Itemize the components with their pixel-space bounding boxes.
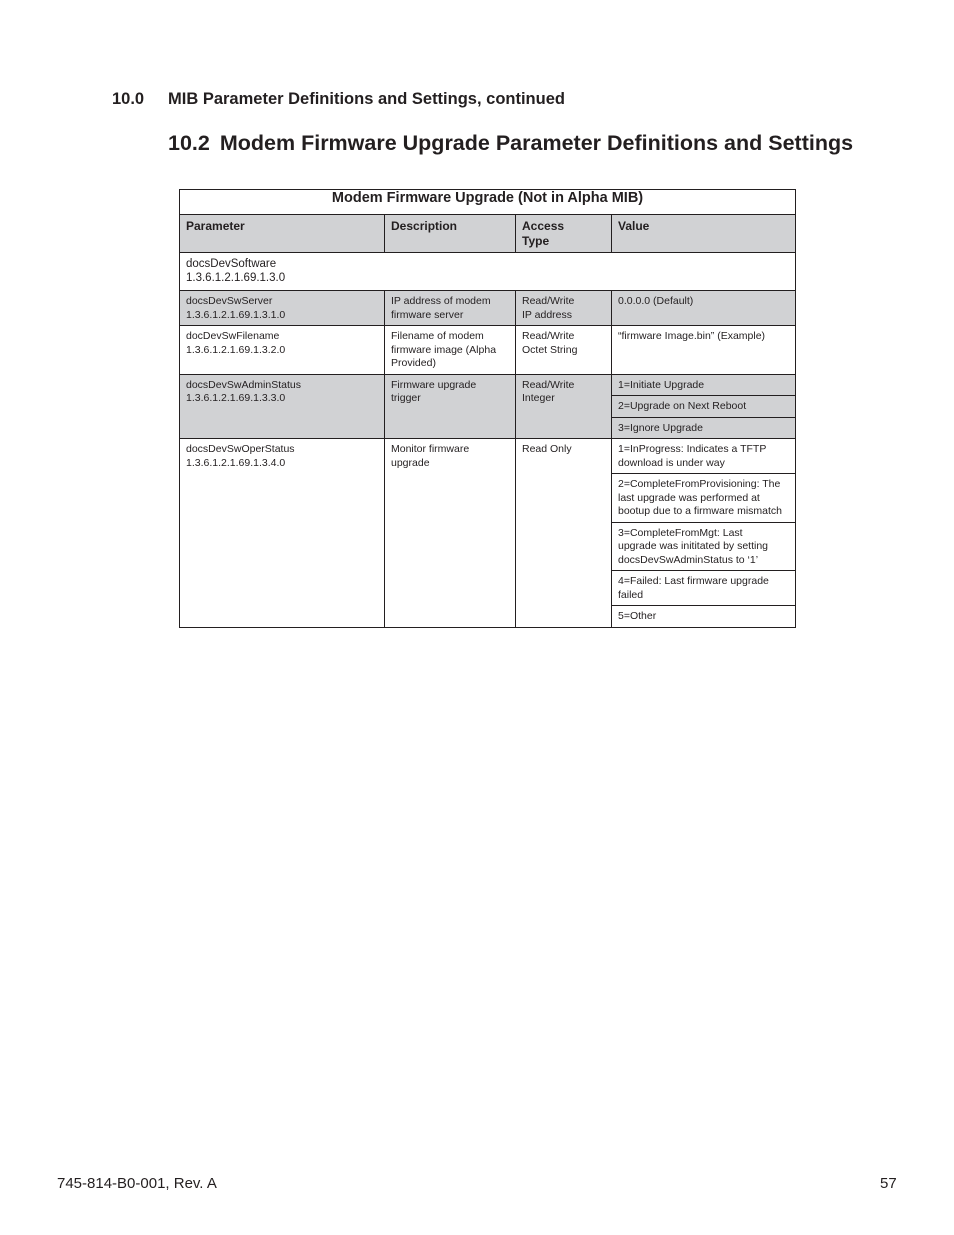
access-line: Read Only: [522, 443, 572, 455]
description-line: Firmware upgrade: [391, 378, 477, 391]
access-line: Read/Write: [522, 330, 575, 342]
subsection-number: 10.2: [168, 131, 210, 155]
value-line: failed: [618, 588, 644, 601]
table-header-row: [180, 215, 796, 253]
description-line: firmware image (Alpha: [391, 343, 497, 356]
description-line: Filename of modem: [391, 330, 484, 342]
access-cell: [516, 374, 612, 439]
subsection-title: Modem Firmware Upgrade Parameter Definitions and Settings: [219, 131, 854, 155]
parameter-name: docsDevSwServer: [186, 295, 273, 307]
parameter-oid: 1.3.6.1.2.1.69.1.3.1.0: [186, 308, 286, 321]
footer-page-number: 57: [880, 1175, 897, 1192]
value-cell: [612, 326, 796, 375]
table-row: [180, 291, 796, 326]
parameter-name: docsDevSwOperStatus: [186, 443, 295, 455]
value-line: 2=CompleteFromProvisioning: The: [618, 478, 781, 490]
value-line: bootup due to a firmware mismatch: [618, 505, 782, 517]
access-cell: [516, 439, 612, 628]
value-line: 3=CompleteFromMgt: Last: [618, 526, 743, 539]
value-line: download is under way: [618, 456, 725, 469]
table-row: [180, 374, 796, 396]
access-line: Read/Write: [522, 378, 575, 391]
group-name: docsDevSoftware: [186, 258, 277, 270]
value-line: last upgrade was performed at: [618, 491, 760, 504]
description-line: upgrade: [391, 456, 430, 469]
access-line: Read/Write: [522, 295, 575, 307]
value-cell: [612, 439, 796, 474]
description-line: trigger: [391, 392, 421, 404]
access-line: Integer: [522, 392, 555, 404]
access-line: IP address: [522, 308, 573, 321]
value-cell: [612, 374, 796, 396]
access-cell: [516, 291, 612, 326]
table-row: [180, 439, 796, 474]
value-line: 1=Initiate Upgrade: [618, 378, 705, 391]
description-line: firmware server: [391, 308, 464, 321]
description-cell: [385, 439, 516, 628]
section-number: 10.0: [112, 90, 145, 108]
header-description: Description: [385, 215, 516, 253]
section-heading: [112, 90, 565, 109]
group-oid: 1.3.6.1.2.1.69.1.3.0: [186, 272, 286, 284]
header-access-line1: Access: [522, 219, 565, 233]
parameter-cell: [180, 439, 385, 628]
header-value: Value: [612, 215, 796, 253]
parameter-name: docsDevSwAdminStatus: [186, 378, 301, 391]
parameter-oid: 1.3.6.1.2.1.69.1.3.3.0: [186, 392, 286, 404]
header-access-line2: Type: [522, 233, 550, 248]
group-row: [180, 253, 796, 291]
description-cell: [385, 291, 516, 326]
access-cell: [516, 326, 612, 375]
parameter-cell: [180, 374, 385, 439]
access-line: Octet String: [522, 343, 578, 356]
parameter-oid: 1.3.6.1.2.1.69.1.3.2.0: [186, 343, 286, 356]
description-cell: [385, 374, 516, 439]
value-line: 5=Other: [618, 610, 657, 622]
description-line: Monitor firmware: [391, 443, 470, 455]
parameter-cell: [180, 326, 385, 375]
parameter-cell: [180, 291, 385, 326]
value-line: upgrade was inititated by setting: [618, 540, 769, 552]
value-line: docsDevSwAdminStatus to ‘1’: [618, 553, 759, 566]
description-cell: [385, 326, 516, 375]
header-access-type: [516, 215, 612, 253]
value-cell: [612, 474, 796, 523]
description-line: Provided): [391, 357, 436, 369]
value-cell: [612, 291, 796, 326]
table-caption: Modem Firmware Upgrade (Not in Alpha MIB): [180, 190, 796, 215]
subsection-heading: [168, 131, 853, 156]
section-title: MIB Parameter Definitions and Settings, continued: [168, 90, 565, 108]
description-line: IP address of modem: [391, 295, 491, 307]
header-parameter: Parameter: [180, 215, 385, 253]
footer-doc-id: 745-814-B0-001, Rev. A: [57, 1175, 217, 1192]
value-cell: [612, 571, 796, 606]
value-cell: [612, 606, 796, 628]
firmware-upgrade-table: [179, 189, 796, 628]
value-cell: [612, 396, 796, 418]
parameter-oid: 1.3.6.1.2.1.69.1.3.4.0: [186, 456, 286, 469]
value-line: 1=InProgress: Indicates a TFTP: [618, 443, 767, 455]
value-line: 3=Ignore Upgrade: [618, 421, 703, 434]
value-cell: [612, 522, 796, 571]
value-line: 2=Upgrade on Next Reboot: [618, 400, 747, 412]
value-line: 4=Failed: Last firmware upgrade: [618, 575, 769, 587]
group-cell: [180, 253, 796, 291]
value-line: “firmware Image.bin” (Example): [618, 330, 766, 342]
value-cell: [612, 417, 796, 439]
value-line: 0.0.0.0 (Default): [618, 295, 694, 307]
parameter-name: docDevSwFilename: [186, 330, 280, 342]
table-row: [180, 326, 796, 375]
